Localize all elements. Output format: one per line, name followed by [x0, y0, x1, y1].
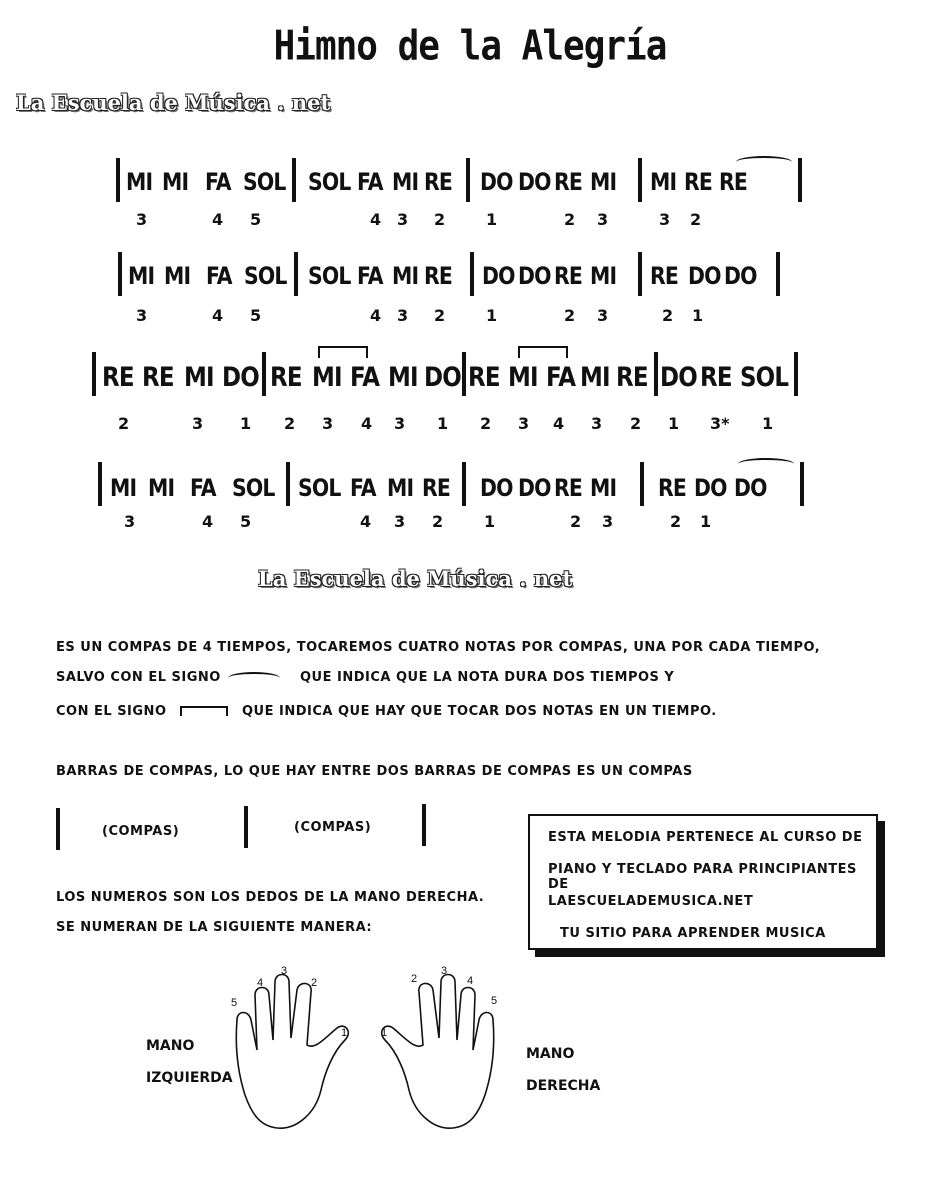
- bar-line: [640, 462, 644, 506]
- finger-number: 3: [659, 210, 671, 229]
- bar-line: [638, 252, 642, 296]
- finger-number: 4: [553, 414, 565, 433]
- bracket-symbol: [518, 346, 568, 358]
- note: DO: [518, 262, 551, 290]
- finger-number: 4: [360, 512, 372, 531]
- finger-number: 3: [136, 210, 148, 229]
- explanation-line-2b: QUE INDICA QUE LA NOTA DURA DOS TIEMPOS Y: [300, 670, 675, 685]
- note: MI: [388, 362, 418, 393]
- finger-number: 4: [212, 210, 224, 229]
- note: SOL: [298, 474, 341, 502]
- right-finger-5: 5: [491, 995, 498, 1007]
- note: RE: [102, 362, 134, 393]
- finger-number: 1: [484, 512, 496, 531]
- note: DO: [724, 262, 757, 290]
- right-hand-outline: [382, 975, 494, 1129]
- finger-number: 3: [192, 414, 204, 433]
- note: MI: [387, 474, 414, 502]
- right-finger-3: 3: [441, 965, 448, 977]
- finger-number: 3: [124, 512, 136, 531]
- finger-number: 1: [486, 306, 498, 325]
- note: FA: [357, 168, 383, 196]
- bar-line-example: [244, 806, 248, 848]
- note: MI: [164, 262, 191, 290]
- note: DO: [518, 474, 551, 502]
- finger-number: 4: [212, 306, 224, 325]
- finger-number: 4: [202, 512, 214, 531]
- bar-line: [462, 352, 466, 396]
- right-hand-label-1: MANO: [526, 1046, 575, 1062]
- finger-number: 3: [394, 512, 406, 531]
- bar-line: [798, 158, 802, 202]
- note: DO: [424, 362, 461, 393]
- note: RE: [142, 362, 174, 393]
- finger-number: 2: [434, 210, 446, 229]
- left-hand-label-1: MANO: [146, 1038, 195, 1054]
- bar-line: [292, 158, 296, 202]
- barras-explanation: BARRAS DE COMPAS, LO QUE HAY ENTRE DOS BARRAS DE COMPAS ES UN COMPAS: [56, 764, 693, 779]
- note: RE: [684, 168, 712, 196]
- finger-number: 1: [668, 414, 680, 433]
- note: RE: [658, 474, 686, 502]
- finger-number: 2: [564, 306, 576, 325]
- finger-number: 5: [250, 210, 262, 229]
- note: RE: [422, 474, 450, 502]
- note: DO: [688, 262, 721, 290]
- finger-number: 3: [322, 414, 334, 433]
- bar-line-example: [422, 804, 426, 846]
- note: FA: [190, 474, 216, 502]
- note: SOL: [232, 474, 275, 502]
- bracket-symbol-example: [180, 706, 228, 716]
- tie-symbol: [736, 156, 792, 168]
- finger-number: 2: [564, 210, 576, 229]
- finger-number: 2: [284, 414, 296, 433]
- note: RE: [554, 168, 582, 196]
- bracket-symbol: [318, 346, 368, 358]
- watermark-top: La Escuela de Música . net: [16, 90, 331, 115]
- note: MI: [128, 262, 155, 290]
- finger-number: 4: [370, 210, 382, 229]
- hands-illustration: [215, 960, 515, 1140]
- explanation-line-3a: CON EL SIGNO: [56, 704, 167, 719]
- note: MI: [508, 362, 538, 393]
- finger-number: 2: [434, 306, 446, 325]
- finger-number: 1: [437, 414, 449, 433]
- note: MI: [590, 474, 617, 502]
- note: RE: [616, 362, 648, 393]
- note: RE: [650, 262, 678, 290]
- note: MI: [126, 168, 153, 196]
- finger-number: 2: [570, 512, 582, 531]
- explanation-line-2a: SALVO CON EL SIGNO: [56, 670, 221, 685]
- note: SOL: [243, 168, 286, 196]
- note: MI: [392, 168, 419, 196]
- note: RE: [424, 168, 452, 196]
- bar-line: [794, 352, 798, 396]
- note: RE: [554, 474, 582, 502]
- finger-number: 3: [597, 210, 609, 229]
- note: DO: [518, 168, 551, 196]
- note: DO: [482, 262, 515, 290]
- tie-symbol-example: [228, 672, 280, 684]
- finger-number: 1: [692, 306, 704, 325]
- finger-number: 2: [118, 414, 130, 433]
- note: RE: [719, 168, 747, 196]
- note: DO: [480, 168, 513, 196]
- note: SOL: [308, 262, 351, 290]
- finger-number: 1: [240, 414, 252, 433]
- note: SOL: [740, 362, 789, 393]
- right-finger-1: 1: [381, 1027, 388, 1039]
- bar-line: [638, 158, 642, 202]
- finger-number: 5: [250, 306, 262, 325]
- note: RE: [700, 362, 732, 393]
- bar-line: [654, 352, 658, 396]
- left-hand-outline: [236, 975, 348, 1129]
- info-line-4: TU SITIO PARA APRENDER MUSICA: [560, 926, 826, 941]
- note: MI: [148, 474, 175, 502]
- tie-symbol: [738, 458, 794, 470]
- bar-line: [92, 352, 96, 396]
- note: RE: [424, 262, 452, 290]
- numeros-line-2: SE NUMERAN DE LA SIGUIENTE MANERA:: [56, 920, 373, 935]
- info-line-3: LAESCUELADEMUSICA.NET: [548, 894, 754, 909]
- finger-number: 2: [630, 414, 642, 433]
- finger-number: 2: [670, 512, 682, 531]
- bar-line: [462, 462, 466, 506]
- bar-line: [116, 158, 120, 202]
- finger-number: 3: [518, 414, 530, 433]
- bar-line: [776, 252, 780, 296]
- left-finger-5: 5: [231, 997, 238, 1009]
- watermark-middle: La Escuela de Música . net: [258, 566, 573, 591]
- note: DO: [660, 362, 697, 393]
- note: SOL: [308, 168, 351, 196]
- finger-number: 2: [662, 306, 674, 325]
- finger-number: 4: [370, 306, 382, 325]
- note: SOL: [244, 262, 287, 290]
- info-line-1: ESTA MELODIA PERTENECE AL CURSO DE: [548, 830, 863, 845]
- note: FA: [357, 262, 383, 290]
- bar-line: [800, 462, 804, 506]
- explanation-line-3b: QUE INDICA QUE HAY QUE TOCAR DOS NOTAS EN UN TIEMPO.: [242, 704, 717, 719]
- bar-line: [294, 252, 298, 296]
- finger-number: 3: [394, 414, 406, 433]
- left-finger-3: 3: [281, 965, 288, 977]
- note: MI: [184, 362, 214, 393]
- compas-label-1: (COMPAS): [102, 824, 180, 839]
- note: RE: [554, 262, 582, 290]
- course-info-box: [528, 814, 878, 950]
- note: MI: [110, 474, 137, 502]
- bar-line: [286, 462, 290, 506]
- finger-number: 5: [240, 512, 252, 531]
- note: MI: [580, 362, 610, 393]
- finger-number: 4: [361, 414, 373, 433]
- finger-number: 1: [762, 414, 774, 433]
- right-hand-label-2: DERECHA: [526, 1078, 601, 1094]
- note: FA: [206, 262, 232, 290]
- finger-number: 1: [700, 512, 712, 531]
- bar-line: [470, 252, 474, 296]
- finger-number: 2: [690, 210, 702, 229]
- note: FA: [350, 362, 380, 393]
- note: DO: [480, 474, 513, 502]
- finger-number: 1: [486, 210, 498, 229]
- finger-number: 3: [397, 306, 409, 325]
- note: MI: [650, 168, 677, 196]
- bar-line: [262, 352, 266, 396]
- finger-number: 3: [136, 306, 148, 325]
- bar-line: [118, 252, 122, 296]
- finger-number: 3: [591, 414, 603, 433]
- note: MI: [590, 262, 617, 290]
- note: FA: [350, 474, 376, 502]
- finger-number: 3: [597, 306, 609, 325]
- compas-label-2: (COMPAS): [294, 820, 372, 835]
- left-hand-label-2: IZQUIERDA: [146, 1070, 233, 1086]
- note: RE: [468, 362, 500, 393]
- left-finger-1: 1: [341, 1027, 348, 1039]
- explanation-line-1: ES UN COMPAS DE 4 TIEMPOS, TOCAREMOS CUATRO NOTAS POR COMPAS, UNA POR CADA TIEMPO,: [56, 640, 821, 655]
- left-finger-2: 2: [311, 977, 318, 989]
- bar-line: [466, 158, 470, 202]
- numeros-line-1: LOS NUMEROS SON LOS DEDOS DE LA MANO DERECHA.: [56, 890, 485, 905]
- finger-number: 3: [602, 512, 614, 531]
- note: RE: [270, 362, 302, 393]
- note: DO: [694, 474, 727, 502]
- finger-number: 2: [432, 512, 444, 531]
- info-line-2: PIANO Y TECLADO PARA PRINCIPIANTES DE: [548, 862, 857, 892]
- note: MI: [590, 168, 617, 196]
- finger-number: 3: [397, 210, 409, 229]
- finger-number: 2: [480, 414, 492, 433]
- page-title: Himno de la Alegría: [273, 22, 667, 71]
- note: FA: [205, 168, 231, 196]
- note: MI: [162, 168, 189, 196]
- note: MI: [392, 262, 419, 290]
- note: MI: [312, 362, 342, 393]
- note: DO: [734, 474, 767, 502]
- bar-line: [98, 462, 102, 506]
- right-finger-4: 4: [467, 975, 474, 987]
- right-finger-2: 2: [411, 973, 418, 985]
- bar-line-example: [56, 808, 60, 850]
- note: DO: [222, 362, 259, 393]
- note: FA: [546, 362, 576, 393]
- left-finger-4: 4: [257, 977, 264, 989]
- finger-number: 3*: [710, 414, 730, 433]
